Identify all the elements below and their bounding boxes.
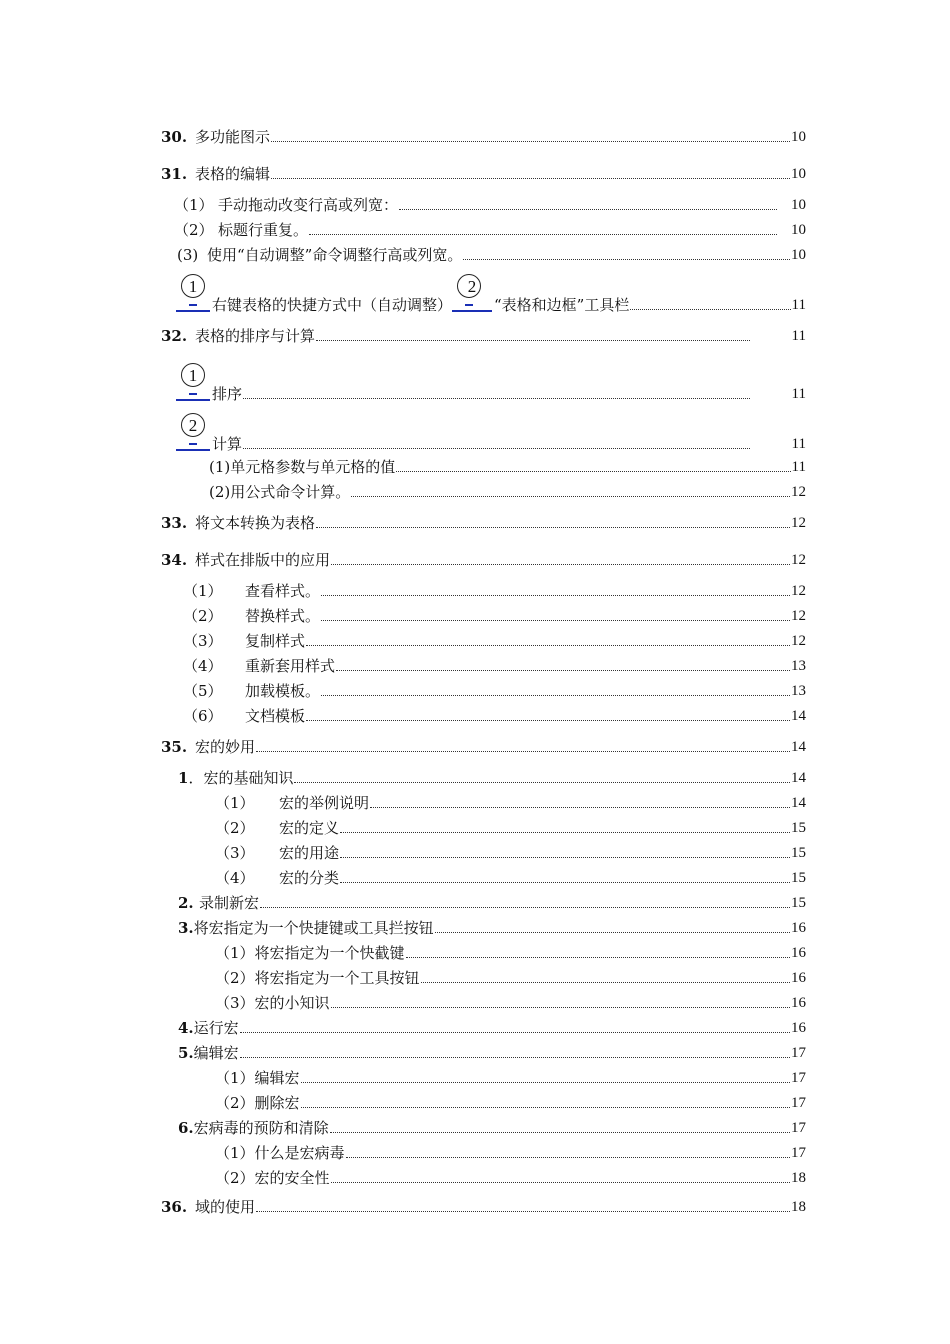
- toc-entry-title: 表格的排序与计算: [195, 327, 316, 345]
- toc-entry-title: 域的使用: [195, 1198, 256, 1216]
- toc-entry[interactable]: [215, 1140, 806, 1162]
- dot-leader: [331, 995, 790, 1008]
- circled-number: 1: [188, 366, 198, 385]
- toc-entry[interactable]: [177, 242, 806, 264]
- toc-entry-title: 宏的用途: [279, 844, 340, 862]
- toc-entry-title: ．宏的基础知识: [188, 769, 294, 787]
- toc-page-number: 12: [791, 484, 806, 500]
- toc-entry-title: 加载模板。: [245, 682, 321, 700]
- dot-leader: [306, 708, 790, 721]
- circled-number: 2: [188, 416, 198, 435]
- toc-entry-number: （2）: [215, 819, 255, 837]
- toc-entry[interactable]: [215, 1090, 806, 1112]
- underline-mark: [452, 310, 492, 312]
- toc-entry-title: 编辑宏: [193, 1044, 239, 1062]
- circled-number-icon: [176, 277, 210, 314]
- toc-entry-number: （2）: [215, 1169, 255, 1187]
- toc-entry-title: 手动拖动改变行高或列宽：: [218, 196, 399, 214]
- toc-entry-number: （1）: [183, 582, 223, 600]
- toc-page-number: 10: [791, 129, 806, 145]
- toc-entry-number: 35.: [161, 738, 188, 756]
- toc-entry-title: 样式在排版中的应用: [195, 551, 331, 569]
- toc-entry-number: （4）: [215, 869, 255, 887]
- dot-leader: [316, 328, 750, 341]
- toc-entry-number: 2.: [178, 894, 194, 912]
- toc-entry-number: （3）: [215, 994, 255, 1012]
- dot-leader: [406, 945, 790, 958]
- toc-page-number: 11: [791, 297, 806, 313]
- toc-entry-title: 宏的定义: [279, 819, 340, 837]
- dot-leader: [340, 845, 790, 858]
- dot-leader: [463, 247, 790, 260]
- toc-entry[interactable]: [178, 890, 806, 912]
- toc-page-number: 14: [791, 708, 806, 724]
- toc-entry[interactable]: [174, 192, 806, 214]
- toc-entry-number: （1）: [215, 1069, 255, 1087]
- toc-page-number: 17: [791, 1070, 806, 1086]
- toc-entry-title: 多功能图示: [195, 128, 271, 146]
- toc-entry-number: （2）: [215, 1094, 255, 1112]
- toc-entry-number: 4.: [178, 1019, 194, 1037]
- dash-mark: [189, 393, 197, 395]
- dash-mark: [189, 304, 197, 306]
- toc-entry[interactable]: [215, 840, 806, 862]
- toc-entry-title: 宏的举例说明: [279, 794, 370, 812]
- dot-leader: [243, 436, 750, 449]
- dot-leader: [399, 197, 777, 210]
- toc-entry-number: （2）: [215, 969, 255, 987]
- toc-page-number: 10: [791, 222, 806, 238]
- toc-entry[interactable]: [161, 547, 806, 569]
- circled-number-icon: [176, 366, 210, 403]
- toc-page-number: 17: [791, 1095, 806, 1111]
- dot-leader: [346, 1145, 790, 1158]
- dot-leader: [301, 1070, 790, 1083]
- toc-entry-number: 1: [178, 769, 189, 787]
- toc-entry-title: “表格和边框”工具栏: [494, 296, 630, 314]
- toc-page-number: 17: [791, 1145, 806, 1161]
- toc-entry-number: 31.: [161, 165, 188, 183]
- toc-entry[interactable]: [178, 1040, 806, 1062]
- toc-page-number: 15: [791, 845, 806, 861]
- toc-entry[interactable]: [215, 965, 806, 987]
- dot-leader: [435, 920, 790, 933]
- toc-entry[interactable]: [183, 628, 806, 650]
- dot-leader: [256, 1199, 790, 1212]
- toc-entry[interactable]: [178, 915, 806, 937]
- toc-entry-title: 将文本转换为表格: [195, 514, 316, 532]
- dash-mark: [189, 443, 197, 445]
- toc-page-number: 18: [791, 1199, 806, 1215]
- toc-entry-number: （1）: [174, 196, 214, 214]
- toc-entry-title: 将宏指定为一个快捷键或工具拦按钮: [193, 919, 434, 937]
- toc-page-number: 15: [791, 820, 806, 836]
- toc-page-number: 16: [791, 970, 806, 986]
- toc-page-number: 12: [791, 608, 806, 624]
- dot-leader: [340, 820, 790, 833]
- toc-page-number: 16: [791, 995, 806, 1011]
- dot-leader: [271, 166, 790, 179]
- toc-entry[interactable]: [161, 124, 806, 146]
- dot-leader: [240, 1020, 790, 1033]
- toc-entry-title: 将宏指定为一个工具按钮: [254, 969, 420, 987]
- toc-entry[interactable]: [183, 678, 806, 700]
- toc-entry-title: 重新套用样式: [245, 657, 336, 675]
- toc-entry-number: (1): [209, 458, 231, 476]
- toc-page-number: 17: [791, 1120, 806, 1136]
- toc-entry-number: 6.: [178, 1119, 194, 1137]
- dot-leader: [301, 1095, 790, 1108]
- toc-entry[interactable]: [183, 703, 806, 725]
- toc-entry[interactable]: [183, 578, 806, 600]
- toc-entry-title: 单元格参数与单元格的值: [230, 458, 396, 476]
- toc-entry-number: （1）: [215, 794, 255, 812]
- toc-page-number: 18: [791, 1170, 806, 1186]
- toc-entry[interactable]: [215, 790, 806, 812]
- toc-entry-title: 文档模板: [245, 707, 306, 725]
- toc-page-number: 14: [791, 739, 806, 755]
- underline-mark: [176, 399, 210, 401]
- toc-page-number: 15: [791, 895, 806, 911]
- dot-leader: [331, 552, 790, 565]
- dot-leader: [321, 583, 790, 596]
- dot-leader: [240, 1045, 790, 1058]
- toc-entry[interactable]: [215, 815, 806, 837]
- toc-entry-number: 30.: [161, 128, 188, 146]
- circled-number-icon: [452, 277, 492, 314]
- toc-entry-number: 5.: [178, 1044, 194, 1062]
- underline-mark: [176, 449, 210, 451]
- toc-entry-number: 32.: [161, 327, 188, 345]
- dot-leader: [260, 895, 790, 908]
- toc-entry-title: 将宏指定为一个快截键: [254, 944, 405, 962]
- toc-page-number: 15: [791, 870, 806, 886]
- toc-page-number: 13: [791, 683, 806, 699]
- toc-entry[interactable]: [215, 1165, 806, 1187]
- toc-entry[interactable]: [209, 479, 806, 501]
- toc-page-number: 10: [791, 197, 806, 213]
- toc-page-number: 14: [791, 770, 806, 786]
- dot-leader: [370, 795, 790, 808]
- dot-leader: [330, 1120, 790, 1133]
- toc-entry[interactable]: [209, 454, 806, 476]
- toc-entry-title: 运行宏: [193, 1019, 239, 1037]
- toc-page-number: 16: [791, 945, 806, 961]
- toc-page-number: 12: [791, 583, 806, 599]
- toc-entry-number: （3）: [183, 632, 223, 650]
- dot-leader: [630, 297, 790, 310]
- dot-leader: [321, 608, 790, 621]
- dot-leader: [336, 658, 790, 671]
- dot-leader: [321, 683, 790, 696]
- dot-leader: [306, 633, 790, 646]
- toc-page-number: 11: [791, 328, 806, 344]
- toc-entry-number: (3): [177, 246, 199, 264]
- toc-entry-title: 宏的妙用: [195, 738, 256, 756]
- toc-entry-number: （3）: [215, 844, 255, 862]
- dot-leader: [331, 1170, 790, 1183]
- toc-entry-title: 查看样式。: [245, 582, 321, 600]
- toc-entry[interactable]: [161, 510, 806, 532]
- toc-page-number: 12: [791, 552, 806, 568]
- dash-mark: [465, 304, 473, 306]
- toc-entry-title: 表格的编辑: [195, 165, 271, 183]
- toc-entry-title: 宏病毒的预防和清除: [193, 1119, 329, 1137]
- toc-entry[interactable]: [178, 765, 806, 787]
- toc-entry-number: 33.: [161, 514, 188, 532]
- toc-entry[interactable]: [174, 217, 806, 239]
- toc-entry-title: 计算: [212, 435, 243, 453]
- toc-entry-title: 删除宏: [254, 1094, 300, 1112]
- toc-entry[interactable]: [215, 865, 806, 887]
- toc-page-number: 11: [791, 459, 806, 475]
- toc-entry-title: 复制样式: [245, 632, 306, 650]
- toc-page-number: 13: [791, 658, 806, 674]
- dot-leader: [256, 739, 790, 752]
- toc-entry-title: 什么是宏病毒: [254, 1144, 345, 1162]
- toc-entry-number: （5）: [183, 682, 223, 700]
- toc-page-number: 10: [791, 247, 806, 263]
- circled-number: 1: [188, 277, 198, 296]
- toc-entry[interactable]: [183, 603, 806, 625]
- toc-page-number: 12: [791, 515, 806, 531]
- underline-mark: [176, 310, 210, 312]
- toc-entry[interactable]: [215, 1065, 806, 1087]
- toc-entry[interactable]: [178, 1115, 806, 1137]
- circled-number: 2: [467, 277, 477, 296]
- toc-entry[interactable]: [183, 653, 806, 675]
- toc-entry[interactable]: [215, 990, 806, 1012]
- toc-entry-title: 使用“自动调整”命令调整行高或列宽。: [207, 246, 463, 264]
- dot-leader: [243, 386, 750, 399]
- dot-leader: [351, 484, 790, 497]
- dot-leader: [340, 870, 790, 883]
- toc-page-number: 17: [791, 1045, 806, 1061]
- toc-entry-number: （1）: [215, 1144, 255, 1162]
- toc-entry[interactable]: [178, 1015, 806, 1037]
- toc-entry[interactable]: [161, 734, 806, 756]
- toc-entry-number: 34.: [161, 551, 188, 569]
- toc-page-number: 16: [791, 1020, 806, 1036]
- dot-leader: [294, 770, 790, 783]
- toc-entry-number: (2): [209, 483, 231, 501]
- toc-entry[interactable]: [176, 366, 806, 403]
- toc-entry-title: 宏的分类: [279, 869, 340, 887]
- toc-entry-number: 3.: [178, 919, 194, 937]
- toc-entry[interactable]: [176, 416, 806, 453]
- toc-entry[interactable]: [161, 323, 806, 345]
- toc-entry-number: （2）: [174, 221, 214, 239]
- dot-leader: [271, 129, 790, 142]
- toc-entry-number: （2）: [183, 607, 223, 625]
- toc-page-number: 16: [791, 920, 806, 936]
- toc-entry-title: 右键表格的快捷方式中（自动调整）: [212, 296, 453, 314]
- toc-entry-title: 标题行重复。: [218, 221, 309, 239]
- toc-entry-number: （4）: [183, 657, 223, 675]
- toc-entry-title: 用公式命令计算。: [230, 483, 351, 501]
- toc-entry-title: 排序: [212, 385, 243, 403]
- dot-leader: [309, 222, 777, 235]
- toc-page-number: 11: [791, 386, 806, 402]
- toc-entry-title: 编辑宏: [254, 1069, 300, 1087]
- toc-entry-number: 36.: [161, 1198, 188, 1216]
- toc-entry[interactable]: [215, 940, 806, 962]
- toc-entry[interactable]: [161, 161, 806, 183]
- dot-leader: [316, 515, 790, 528]
- toc-page-number: 14: [791, 795, 806, 811]
- dot-leader: [421, 970, 790, 983]
- toc-page-number: 12: [791, 633, 806, 649]
- toc-entry-title: 录制新宏: [199, 894, 260, 912]
- dot-leader: [396, 459, 790, 472]
- toc-entry-number: （6）: [183, 707, 223, 725]
- toc-entry[interactable]: [176, 277, 806, 314]
- toc-entry-title: 宏的小知识: [254, 994, 330, 1012]
- toc-page-number: 10: [791, 166, 806, 182]
- toc-entry[interactable]: [161, 1194, 806, 1216]
- circled-number-icon: [176, 416, 210, 453]
- toc-entry-title: 宏的安全性: [254, 1169, 330, 1187]
- toc-page-number: 11: [791, 436, 806, 452]
- toc-entry-title: 替换样式。: [245, 607, 321, 625]
- toc-entry-number: （1）: [215, 944, 255, 962]
